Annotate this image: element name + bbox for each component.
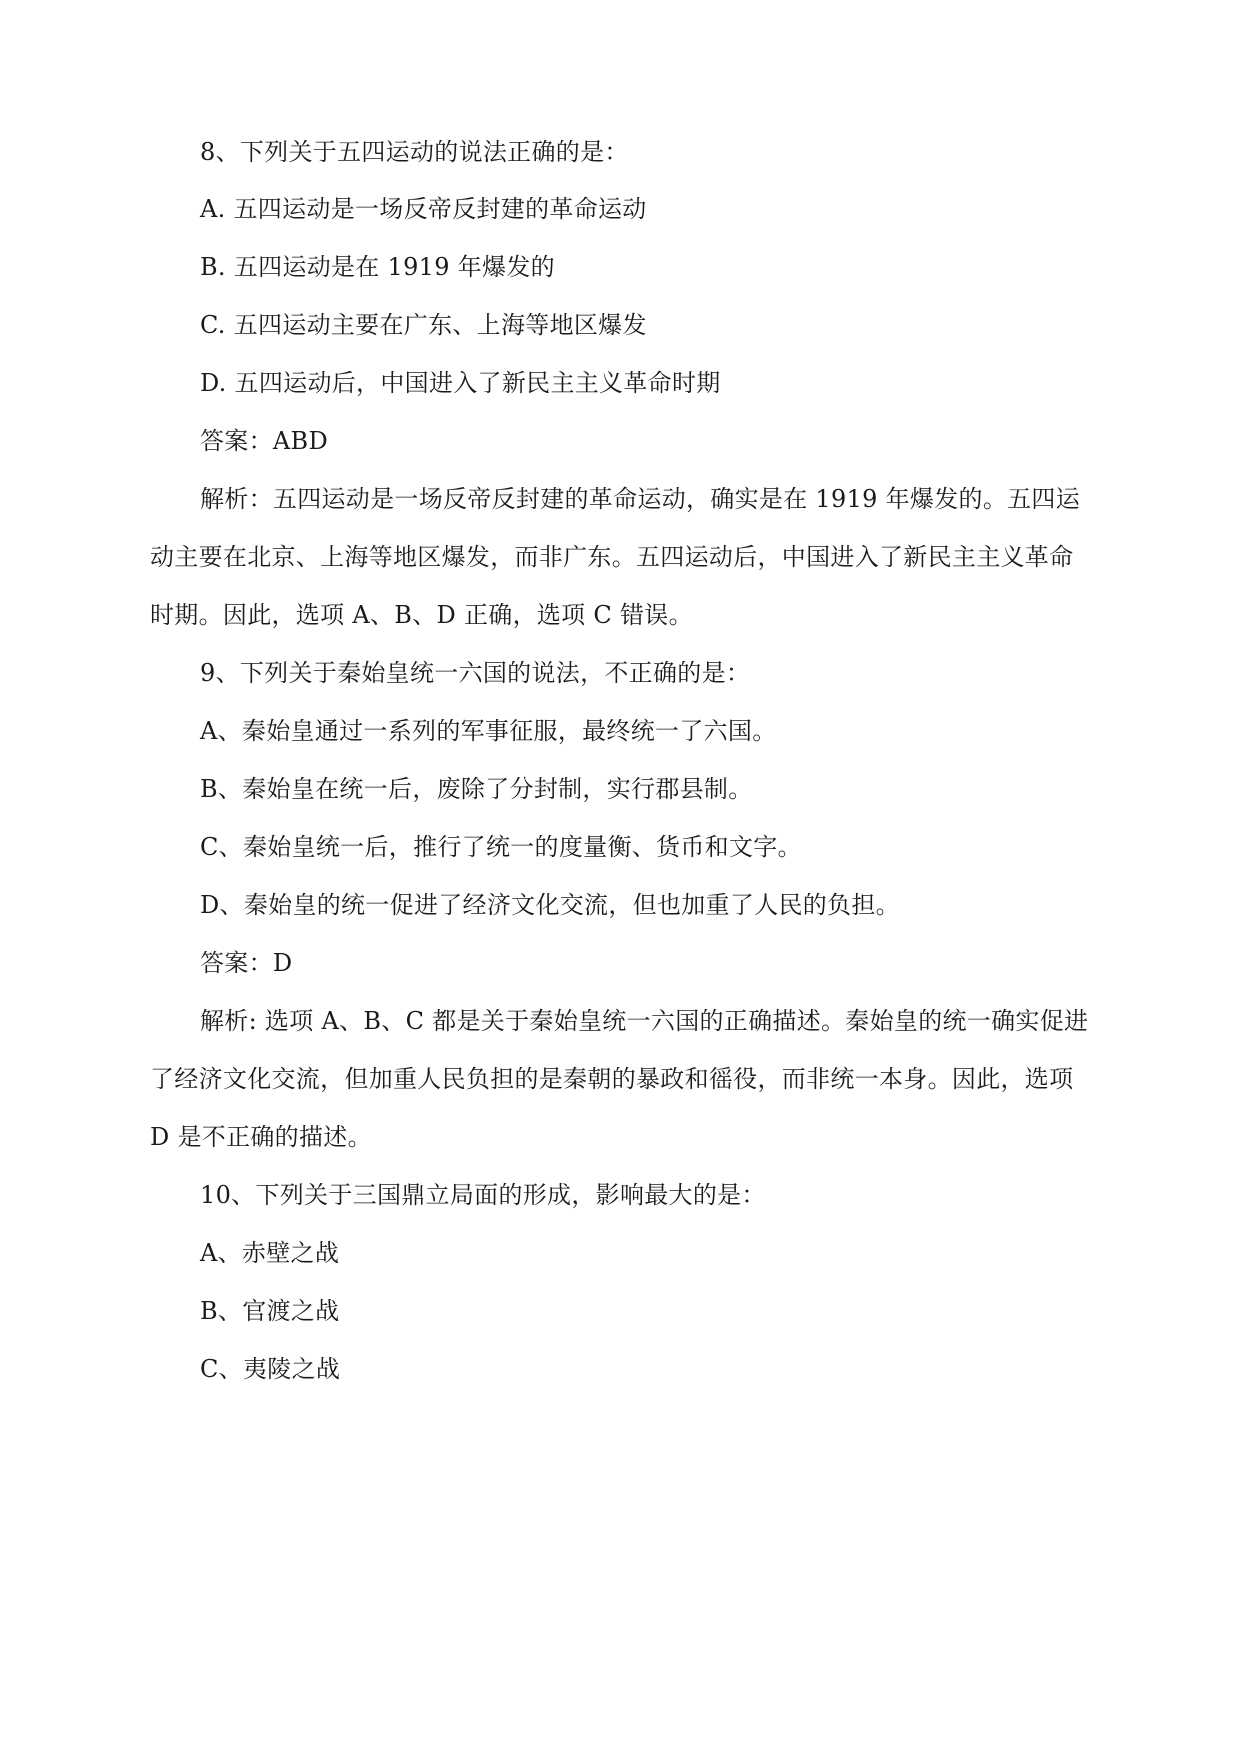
question-8-analysis-line-3: 时期。因此，选项 A、B、D 正确，选项 C 错误。 [150,601,693,629]
question-9-analysis-line-2: 了经济文化交流，但加重人民负担的是秦朝的暴政和徭役，而非统一本身。因此，选项 [150,1065,1074,1093]
question-10-option-c: C、夷陵之战 [200,1355,341,1383]
question-9-option-a: A、秦始皇通过一系列的军事征服，最终统一了六国。 [200,717,777,745]
question-8-option-a: A. 五四运动是一场反帝反封建的革命运动 [200,195,647,223]
question-8-analysis-line-2: 动主要在北京、上海等地区爆发，而非广东。五四运动后，中国进入了新民主主义革命 [150,543,1074,571]
question-9-option-c: C、秦始皇统一后，推行了统一的度量衡、货币和文字。 [200,833,802,861]
question-9-answer: 答案：D [200,949,293,977]
question-10-stem: 10、下列关于三国鼎立局面的形成，影响最大的是： [200,1181,766,1209]
question-9-analysis-line-1: 解析: 选项 A、B、C 都是关于秦始皇统一六国的正确描述。秦始皇的统一确实促进 [200,1007,1089,1035]
question-8-option-b: B. 五四运动是在 1919 年爆发的 [200,253,555,281]
question-9-option-d: D、秦始皇的统一促进了经济文化交流，但也加重了人民的负担。 [200,891,900,919]
question-8-answer: 答案：ABD [200,427,329,455]
question-9-option-b: B、秦始皇在统一后，废除了分封制，实行郡县制。 [200,775,753,803]
question-8-option-c: C. 五四运动主要在广东、上海等地区爆发 [200,311,647,339]
question-9-analysis-line-3: D 是不正确的描述。 [150,1123,372,1151]
question-10-option-a: A、赤壁之战 [200,1239,340,1267]
question-8-analysis-line-1: 解析：五四运动是一场反帝反封建的革命运动，确实是在 1919 年爆发的。五四运 [200,485,1081,513]
question-9-stem: 9、下列关于秦始皇统一六国的说法，不正确的是： [200,659,751,687]
question-10-option-b: B、官渡之战 [200,1297,340,1325]
question-8-stem: 8、下列关于五四运动的说法正确的是： [200,138,629,166]
question-8-option-d: D. 五四运动后，中国进入了新民主主义革命时期 [200,369,721,397]
